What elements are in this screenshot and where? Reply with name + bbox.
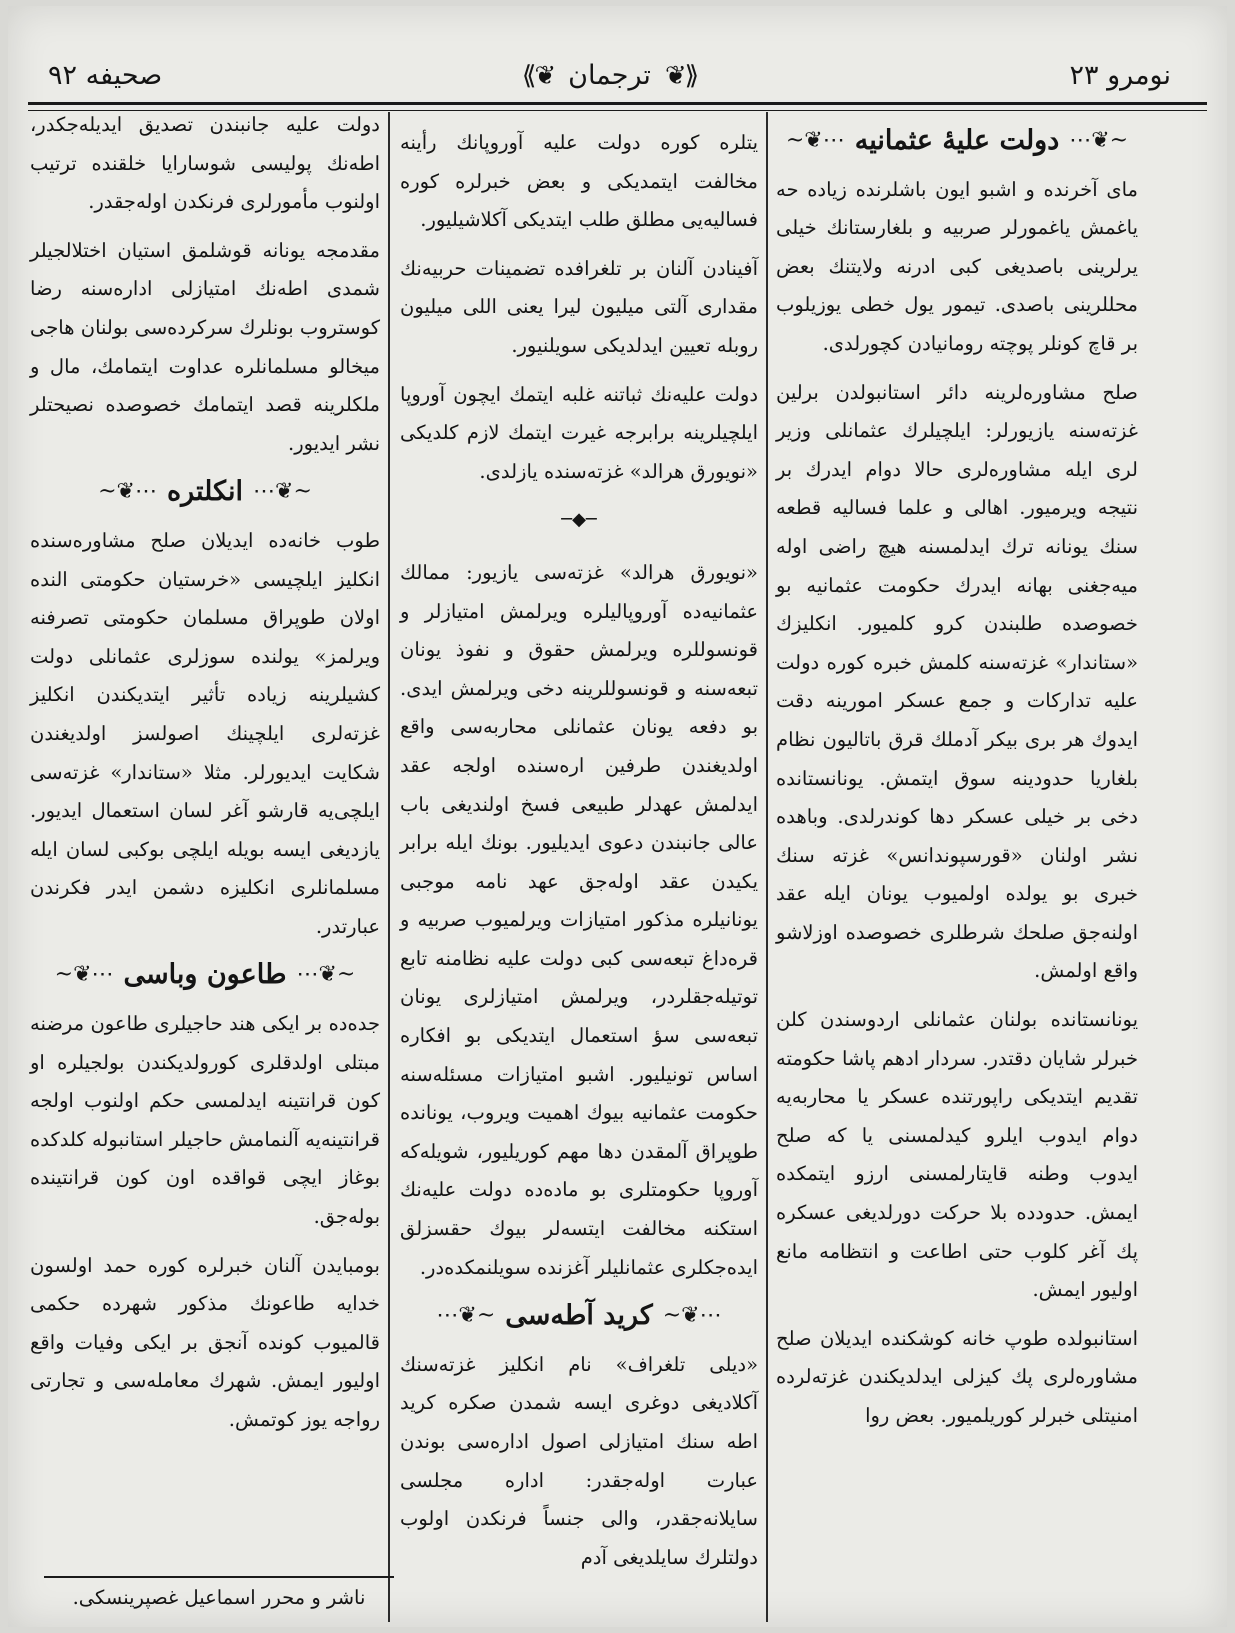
ornament-icon: ~❦⋯ xyxy=(98,479,157,505)
article-paragraph: دولت علیه جانبندن تصدیق ایدیله‌جکدر، اطه‌نك پولیسی شوسارایا خلقنده ترتیب اولنوب مأمورلری فرنکدن اوله‌جقدر. xyxy=(30,113,380,214)
section-heading: انکلتره xyxy=(166,476,244,508)
section-heading: کرید آطه‌سی xyxy=(505,1300,653,1332)
article-paragraph: صلح مشاوره‌لرینه دائر استانبولدن برلین غزته‌سنه یازیورلر: ایلچیلرك عثمانلی وزیر لری ایله مشاوره‌لری حالا دوام ایدرك بر نتیجه ویرمیور. اهالی و علما فسالیه قطعه سنك یونانه ترك ایدلمسنه هیچ راضی اوله میه‌جغنی بهانه ایدرك حکومت عثمانیه بو خصوصده طلبندن کرو کلمیور. انکلیزك «ستاندار» غزته‌سنه کلمش خبره کوره دولت علیه تدارکات و جمع عسکر امورینه دقت ایدوك هر بری بیکر آدملك قرق باتالیون نظام بلغاریا حدودینه سوق ایتمش. یونانستانده دخی بر خیلی عسکر دها کوندرلدی. وباهده نشر اولنان «قورسپوندانس» غزته سنك خبری بو یولده اولمیوب یونان ایله عقد اولنه‌جق صلحك شرطلری خصوصده اوزلاشو واقع اولمش. xyxy=(776,380,1138,983)
article-paragraph: آفینادن آلنان بر تلغرافده تضمینات حربیه‌نك مقداری آلتی میلیون لیرا یعنی اللی میلیون روبله تعیین ایدلدیکی سویلنیور. xyxy=(400,256,758,357)
section-title-ottoman xyxy=(776,122,1138,161)
article-paragraph: یونانستانده بولنان عثمانلی اردوسندن کلن خبرلر شایان دقتدر. سردار ادهم پاشا حکومته تقدیم ایتدیکی راپورتنده عسکر یا محاربه‌یه دوام ایدوب ایلرو کیدلمسنی یا که صلح ایدوب وطنه قایتارلمسنی ارزو ایتمکده ایمش. حدودده بلا حرکت دورلدیغی عسکره پك آغر کلوب حتی اطاعت و انتظامه مانع اولیور ایمش. xyxy=(776,1008,1138,1302)
column-left xyxy=(30,106,380,1450)
flourish-left-icon: ⟪❦ xyxy=(521,60,555,91)
article-paragraph: بومبایدن آلنان خبرلره کوره حمد اولسون خدایه طاعونك مذکور شهرده حکمی قالمیوب کونده آنجق بر ایکی وفیات واقع اولیور ایمش. شهرك معامله‌سی و تجارتی رواجه یوز کوتمش. xyxy=(30,1253,380,1431)
article-paragraph: دولت علیه‌نك ثباتنه غلبه ایتمك ایچون آوروپا ایلچیلرینه برابرجه غیرت ایتمك لازم کلدیکی «نویورق هرالد» غزته‌سنده یازلدی. xyxy=(400,382,758,483)
article-paragraph: «دیلی تلغراف» نام انکلیز غزته‌سنك آکلادیغی دوغری ایسه شمدن صکره کرید اطه سنك امتیازلی اصول اداره‌سی بوندن عبارت اوله‌جقدر: اداره مجلسی سایلانه‌جقدر، والی جنساً فرنکدن اولوب دولتلرك سایلدیغی آدم xyxy=(400,1352,758,1569)
article-paragraph: طوب خانه‌ده ایدیلان صلح مشاوره‌سنده انکلیز ایلچیسی «خرستیان حکومتی النده اولان طوپراق مسلمان حکومتی تصرفنه ویرلمز» یولنده سوزلری عثمانلی دولت کشیلرینه زیاده تأثیر ایتدیکندن انکلیز غزته‌لری ایلچینك اصولسز اولدیغندن شکایت ایدیورلر. مثلا «ستاندار» غزته‌سی ایلچی‌یه قارشو آغر لسان استعمال ایدیور. یازدیغی ایسه بویله ایلچی بوکبی لسان ایله مسلمانلری انکلیزه دشمن ایدر فکرندن عبارتدر. xyxy=(30,528,380,938)
publisher-line: ناشر و محرر اسماعیل غصپرینسکی. xyxy=(72,1586,366,1609)
section-heading: طاعون وباسی xyxy=(123,959,287,991)
page-number: صحیفه ۹۲ xyxy=(48,60,163,91)
masthead-title: ترجمان xyxy=(568,60,651,91)
ornament-icon: ~❦⋯ xyxy=(662,1303,722,1329)
diamond-separator-icon: ─◆─ xyxy=(561,509,597,531)
column-right xyxy=(776,116,1138,1446)
ornament-icon: ~❦⋯ xyxy=(54,962,114,988)
section-title-england xyxy=(30,473,380,512)
article-paragraph: «نویورق هرالد» غزته‌سی یازیور: ممالك عثمانیه‌ده آوروپالیلره ویرلمش امتیازلر و قونسوللره ویرلمش حقوق و نفوذ یونان تبعه‌سنه و قونسوللرینه دخی ویرلمش ایدی. بو دفعه یونان عثمانلی محاربه‌سی واقع اولدیغندن طرفین اره‌سنده اولجه عقد ایدلمش عهدلر طبیعی فسخ اولندیغی باب عالی جانبندن دعوی ایدیلیور. بونك ایله برابر یکیدن عقد اوله‌جق عهد نامه موجبی یونانیلره مذکور امتیازات ویرلمیوب صربیه و قره‌داغ تبعه‌سی کبی دولت علیه نظامنه تابع توتیله‌جقلردر، ویرلمش امتیازلری یونان تبعه‌سی سؤ استعمال ایتدیکی بو افکاره اساس تونیلیور. اشبو امتیازات مسئله‌سنه حکومت عثمانیه بیوك اهمیت ویروب، یونانده طوپراق آلمقدن دها مهم کوریلیور، شویله‌که آوروپا حکومتلری بو ماده‌ده دولت علیه‌نك استکنه مخالفت ایتسه‌لر بیوك حقسزلق ایده‌جکلری عثمانلیلر آغزنده سویلنمکده‌در. xyxy=(400,560,758,1279)
section-title-crete xyxy=(400,1297,758,1336)
column-divider-left xyxy=(388,112,390,1622)
issue-number: نومرو ۲۳ xyxy=(1069,60,1171,91)
ornament-icon: ⋯❦~ xyxy=(296,962,356,988)
masthead xyxy=(522,60,697,91)
footer-rule xyxy=(44,1576,394,1578)
article-paragraph: مقدمجه یونانه قوشلمق استیان اختلالجیلر شمدی اطه‌نك امتیازلی اداره‌سنه رضا کوستروب بونلرك سرکرده‌سی بولنان هاجی میخالو مسلمانلره عداوت ایتمامك، مال و ملکلرینه قصد ایتمامك خصوصده نصیحتلر نشر ایدیور. xyxy=(30,238,380,455)
article-paragraph: مای آخرنده و اشبو ایون باشلرنده زیاده حه یاغمش یاغمورلر صربیه و بلغارستانك خیلی یرلرینی باصدیغی کبی ادرنه ولایتنك بعض محللرینی باصدی. تیمور یول خطی یوزیلوب بر قاچ کونلر پوچته رومانیادن کچورلدی. xyxy=(776,177,1138,355)
ornament-icon: ⋯❦~ xyxy=(436,1303,496,1329)
section-heading: دولت علیهٔ عثمانیه xyxy=(854,125,1060,156)
article-paragraph: جده‌ده بر ایکی هند حاجیلری طاعون مرضنه مبتلی اولدقلری کورولدیکندن بولجیلره او کون قرانتینه ایدلمسی حکم اولنوب اولجه قرانتینه‌یه آلنمامش حاجیلر استانبوله کلدکده بوغاز ایچی قواقده اون کون قرانتینده بوله‌جق. xyxy=(30,1012,380,1229)
ornament-icon: ~❦⋯ xyxy=(785,128,845,153)
column-divider-right xyxy=(766,112,768,1622)
column-middle xyxy=(400,124,758,1587)
article-paragraph: یتلره کوره دولت علیه آوروپانك رأینه مخالفت ایتمدیکی و بعض خبرلره کوره فسالیه‌یی مطلق طلب ایتدیکی آکلاشیلیور. xyxy=(400,131,758,232)
article-paragraph: استانبولده طوپ خانه کوشکنده ایدیلان صلح مشاوره‌لری پك کیزلی ایدلدیکندن غزته‌لرده امنیتلی خبرلر کوریلمیور. بعض روا xyxy=(776,1326,1138,1427)
masthead-header xyxy=(28,54,1191,104)
ornament-icon: ⋯❦~ xyxy=(1069,128,1129,153)
section-title-plague xyxy=(30,956,380,995)
flourish-right-icon: ❦⟫ xyxy=(664,60,698,91)
ornament-icon: ⋯❦~ xyxy=(253,479,312,505)
newspaper-page xyxy=(8,6,1227,1627)
